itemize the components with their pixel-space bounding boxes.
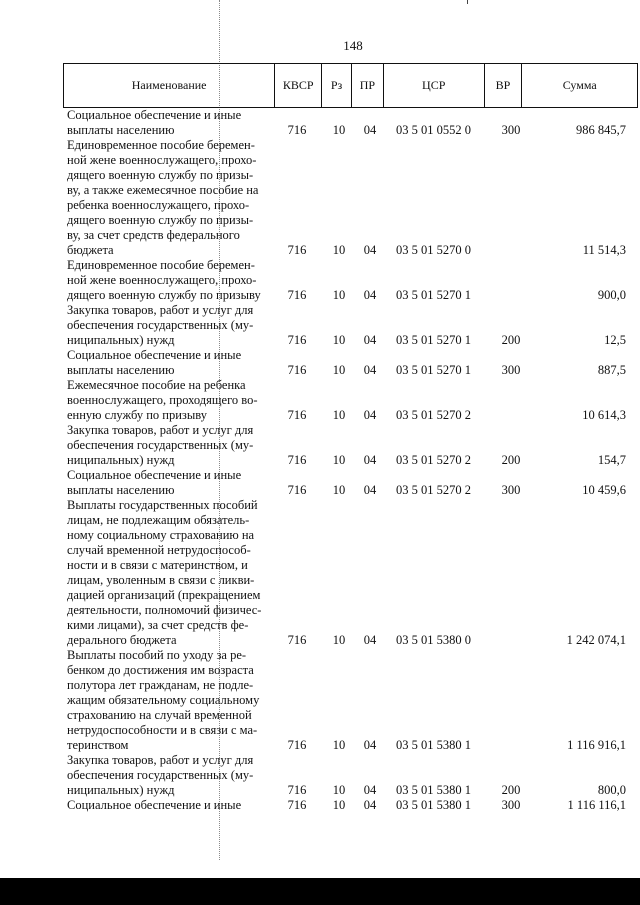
- row-csr: 03 5 01 5270 1: [396, 363, 471, 377]
- row-kvsr: 716: [287, 483, 307, 497]
- row-pr: 04: [363, 363, 377, 377]
- row-pr: 04: [363, 123, 377, 137]
- row-rz: 10: [332, 783, 346, 797]
- row-kvsr: 716: [287, 738, 307, 752]
- row-rz: 10: [332, 453, 346, 467]
- row-pr: 04: [363, 798, 377, 812]
- column-header-pr: ПР: [352, 64, 384, 107]
- row-sum: 1 116 116,1: [567, 798, 626, 812]
- row-vr: 300: [501, 798, 521, 812]
- row-name: Ежемесячное пособие на ребенка военнослужащего, проходящего во- енную службу по призыву: [67, 378, 258, 422]
- table-row: [0, 798, 640, 813]
- row-rz: 10: [332, 738, 346, 752]
- table-row: [0, 348, 640, 378]
- table-row: [0, 468, 640, 498]
- row-pr: 04: [363, 243, 377, 257]
- row-kvsr: 716: [287, 123, 307, 137]
- row-kvsr: 716: [287, 798, 307, 812]
- column-header-vr: ВР: [485, 64, 523, 107]
- row-name: Социальное обеспечение и иные: [67, 798, 242, 812]
- row-csr: 03 5 01 5270 2: [396, 408, 471, 422]
- table-row: [0, 648, 640, 753]
- row-rz: 10: [332, 633, 346, 647]
- row-name: Выплаты государственных пособий лицам, не подлежащим обязатель- ному социальному страхованию на случай временной нетрудоспособ- ности и в связи с материнством, и лицам, уволенным в связи с ликви- дацией организаций (прекращением деятельности, полномочий физичес- кими лицами), за счет средств фе- дерального бюджета: [67, 498, 262, 647]
- row-name: Выплаты пособий по уходу за ре- бенком до достижения им возраста полутора лет гражданам, не подле- жащим обязательному социальному страхованию на случай временной нетрудоспособности и в связи с ма- теринством: [67, 648, 260, 752]
- row-pr: 04: [363, 288, 377, 302]
- scan-mark: [467, 0, 468, 4]
- row-sum: 12,5: [604, 333, 626, 347]
- row-rz: 10: [332, 363, 346, 377]
- row-kvsr: 716: [287, 633, 307, 647]
- row-kvsr: 716: [287, 408, 307, 422]
- row-kvsr: 716: [287, 288, 307, 302]
- row-name: Единовременное пособие беремен- ной жене военнослужащего, прохо- дящего военную службу по призыву: [67, 258, 261, 302]
- row-name: Социальное обеспечение и иные выплаты населению: [67, 108, 242, 137]
- row-name: Социальное обеспечение и иные выплаты населению: [67, 468, 242, 497]
- row-csr: 03 5 01 5270 2: [396, 453, 471, 467]
- row-rz: 10: [332, 243, 346, 257]
- row-csr: 03 5 01 0552 0: [396, 123, 471, 137]
- row-vr: 300: [501, 363, 521, 377]
- row-rz: 10: [332, 408, 346, 422]
- row-csr: 03 5 01 5380 1: [396, 738, 471, 752]
- row-sum: 10 459,6: [582, 483, 626, 497]
- row-name: Закупка товаров, работ и услуг для обеспечения государственных (му- ниципальных) нужд: [67, 303, 254, 347]
- row-pr: 04: [363, 453, 377, 467]
- row-sum: 986 845,7: [576, 123, 626, 137]
- column-header-csr: ЦСР: [384, 64, 485, 107]
- table-row: [0, 498, 640, 648]
- table-row: [0, 378, 640, 423]
- column-header-name: Наименование: [64, 64, 275, 107]
- row-sum: 154,7: [597, 453, 626, 467]
- row-sum: 1 116 916,1: [567, 738, 626, 752]
- row-pr: 04: [363, 333, 377, 347]
- row-pr: 04: [363, 483, 377, 497]
- table-row: [0, 423, 640, 468]
- row-kvsr: 716: [287, 783, 307, 797]
- row-csr: 03 5 01 5270 1: [396, 288, 471, 302]
- column-header-kvsr: КВСР: [275, 64, 322, 107]
- row-csr: 03 5 01 5270 0: [396, 243, 471, 257]
- row-rz: 10: [332, 288, 346, 302]
- row-rz: 10: [332, 483, 346, 497]
- row-pr: 04: [363, 408, 377, 422]
- row-sum: 10 614,3: [582, 408, 626, 422]
- row-sum: 800,0: [597, 783, 626, 797]
- row-rz: 10: [332, 798, 346, 812]
- row-pr: 04: [363, 633, 377, 647]
- row-sum: 11 514,3: [582, 243, 626, 257]
- row-rz: 10: [332, 123, 346, 137]
- row-sum: 900,0: [597, 288, 626, 302]
- row-name: Закупка товаров, работ и услуг для обеспечения государственных (му- ниципальных) нужд: [67, 423, 254, 467]
- row-sum: 1 242 074,1: [566, 633, 626, 647]
- row-kvsr: 716: [287, 243, 307, 257]
- page-number: 148: [343, 38, 363, 53]
- table-body: [0, 108, 640, 813]
- row-vr: 200: [501, 453, 521, 467]
- row-pr: 04: [363, 738, 377, 752]
- table-row: [0, 753, 640, 798]
- table-row: [0, 108, 640, 138]
- row-csr: 03 5 01 5270 1: [396, 333, 471, 347]
- row-vr: 200: [501, 333, 521, 347]
- row-sum: 887,5: [597, 363, 626, 377]
- row-vr: 300: [501, 483, 521, 497]
- table-row: [0, 258, 640, 303]
- row-csr: 03 5 01 5380 1: [396, 783, 471, 797]
- row-vr: 300: [501, 123, 521, 137]
- row-kvsr: 716: [287, 453, 307, 467]
- column-header-sum: Сумма: [562, 78, 597, 92]
- row-name: Закупка товаров, работ и услуг для обеспечения государственных (му- ниципальных) нужд: [67, 753, 254, 797]
- row-kvsr: 716: [287, 363, 307, 377]
- column-header-rz: Рз: [322, 64, 352, 107]
- scan-bottom-edge: [0, 878, 640, 905]
- row-csr: 03 5 01 5380 1: [396, 798, 471, 812]
- table-row: [0, 138, 640, 258]
- row-name: Социальное обеспечение и иные выплаты населению: [67, 348, 242, 377]
- table-row: [0, 303, 640, 348]
- row-name: Единовременное пособие беремен- ной жене военнослужащего, прохо- дящего военную службу по призы- ву, а также ежемесячное пособие на ребенка военнослужащего, прохо- дящего военную службу по призы- ву, за счет средств федерального бюджета: [67, 138, 259, 257]
- row-pr: 04: [363, 783, 377, 797]
- table-header: [63, 63, 638, 108]
- row-csr: 03 5 01 5270 2: [396, 483, 471, 497]
- row-vr: 200: [501, 783, 521, 797]
- row-csr: 03 5 01 5380 0: [396, 633, 471, 647]
- row-kvsr: 716: [287, 333, 307, 347]
- row-rz: 10: [332, 333, 346, 347]
